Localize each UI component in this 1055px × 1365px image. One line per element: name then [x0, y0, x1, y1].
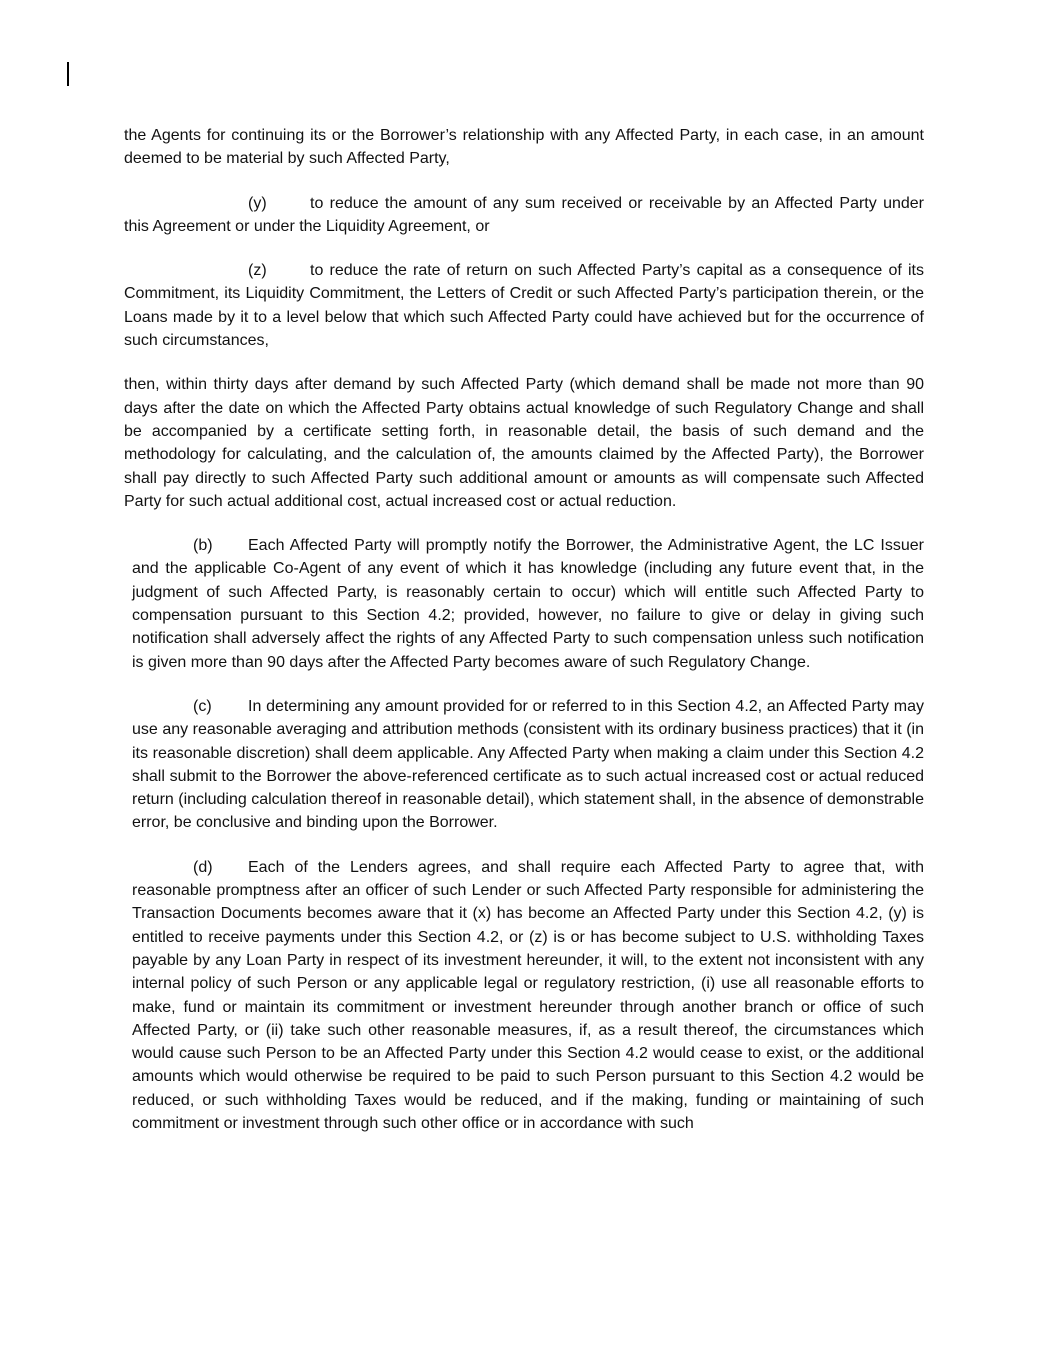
- clause-z: [124, 259, 924, 352]
- document-page: [124, 124, 924, 1135]
- paragraph-b-text: Each Affected Party will promptly notify the Borrower, the Administrative Agent, the LC Issuer and the applicable Co-Agent of any event of which it has knowledge (including any future event that, in the judgment of such Affected Party, is reasonably certain to occur) which will entitle such Affected Party to compensation pursuant to this Section 4.2; provided, however, no failure to give or delay in giving such notification shall adversely affect the rights of any Affected Party to such compensation unless such notification is given more than 90 days after the Affected Party becomes aware of such Regulatory Change.: [132, 537, 924, 671]
- then-paragraph: then, within thirty days after demand by such Affected Party (which demand shall be made not more than 90 days after the date on which the Affected Party obtains actual knowledge of such Regulatory Change and shall be accompanied by a certificate setting forth, in reasonable detail, the basis of such demand and the methodology for calculating, and the calculation of, the amounts claimed by the Affected Party), the Borrower shall pay directly to such Affected Party such additional amount or amounts as will compensate such Affected Party for such actual additional cost, actual increased cost or actual reduction.: [124, 376, 924, 510]
- text-cursor: [67, 62, 69, 86]
- paragraph-c-label: (c): [193, 697, 212, 715]
- clause-y: [124, 192, 924, 239]
- clause-z-text: to reduce the rate of return on such Affected Party’s capital as a consequence of its Commitment, its Liquidity Commitment, the Letters of Credit or such Affected Party’s participation therein, or the Loans made by it to a level below that which such Affected Party could have achieved but for the occurrence of such circumstances,: [124, 262, 924, 350]
- paragraph-c-text: In determining any amount provided for or referred to in this Section 4.2, an Affected Party may use any reasonable averaging and attribution methods (consistent with its ordinary business practices) that it (in its reasonable discretion) shall deem applicable. Any Affected Party when making a claim under this Section 4.2 shall submit to the Borrower the above-referenced certificate as to such actual increased cost or actual reduced return (including calculation thereof in reasonable detail), which statement shall, in the absence of demonstrable error, be conclusive and binding upon the Borrower.: [132, 697, 924, 832]
- paragraph-c: [124, 695, 924, 835]
- paragraph-d-label: (d): [193, 858, 213, 876]
- clause-y-label: (y): [248, 194, 267, 212]
- intro-paragraph: the Agents for continuing its or the Borrower’s relationship with any Affected Party, in each case, in an amount deemed to be material by such Affected Party,: [124, 127, 924, 168]
- paragraph-b: [124, 534, 924, 674]
- clause-y-text: to reduce the amount of any sum received or receivable by an Affected Party under this Agreement or under the Liquidity Agreement, or: [124, 194, 924, 235]
- paragraph-b-label: (b): [193, 537, 213, 555]
- paragraph-d-text: Each of the Lenders agrees, and shall require each Affected Party to agree that, with reasonable promptness after an officer of such Lender or such Affected Party responsible for administering the Transaction Documents becomes aware that it (x) has become an Affected Party under this Section 4.2, (y) is entitled to receive payments under this Section 4.2, or (z) is or has become subject to U.S. withholding Taxes payable by any Loan Party in respect of its investment hereunder, it will, to the extent not inconsistent with any internal policy of such Person or any applicable legal or regulatory restriction, (i) use all reasonable efforts to make, fund or maintain its commitment or investment hereunder through another branch or office of such Affected Party, or (ii) take such other reasonable measures, if, as a result thereof, the circumstances which would cause such Person to be an Affected Party under this Section 4.2 would cease to exist, or the additional amounts which would otherwise be required to be paid to such Person pursuant to this Section 4.2 would be reduced, or such withholding Taxes would be reduced, and if the making, funding or maintaining of such commitment or investment through such other office or in accordance with such: [132, 858, 924, 1132]
- clause-z-label: (z): [248, 262, 267, 280]
- paragraph-d: [124, 856, 924, 1136]
